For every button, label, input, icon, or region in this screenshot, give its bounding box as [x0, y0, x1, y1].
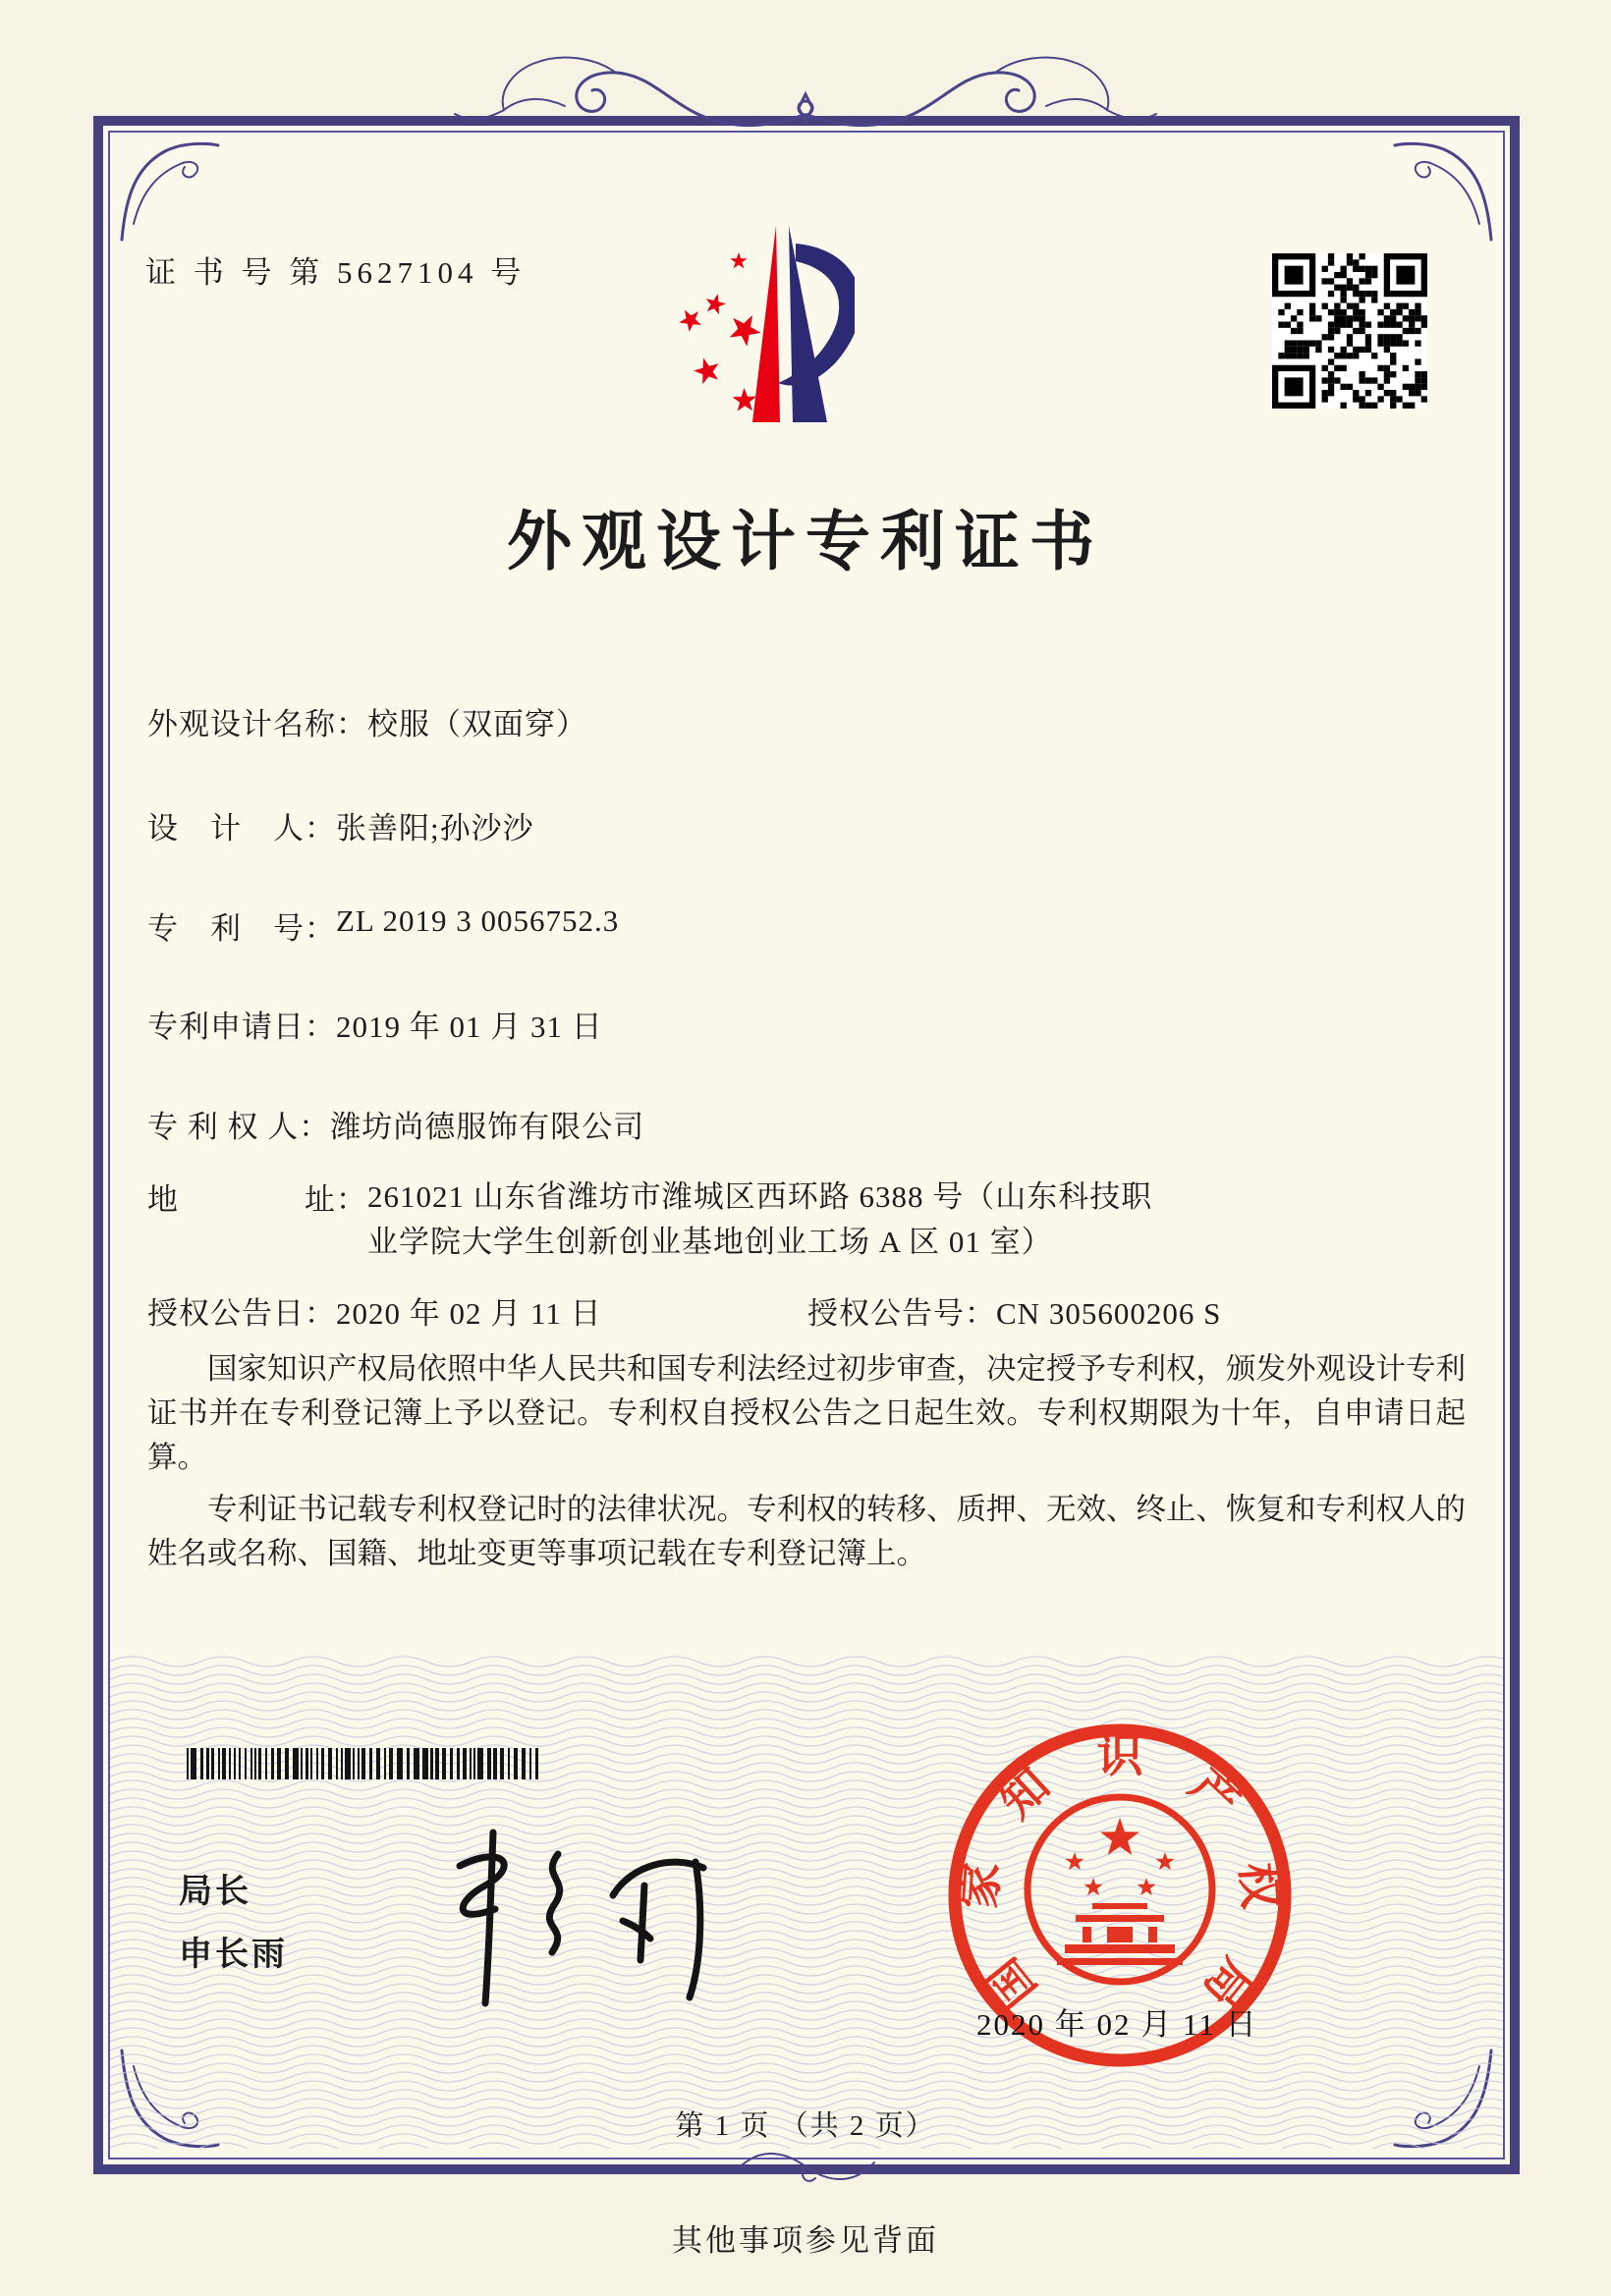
- designer-label: 设 计 人：: [147, 811, 336, 846]
- signature-handwriting: [365, 1815, 739, 2021]
- grant-date-label: 授权公告日：: [147, 1296, 336, 1331]
- address-label: 地 址：: [147, 1182, 367, 1217]
- field-row-designer: [147, 803, 534, 847]
- field-row-grant: [147, 1288, 1464, 1333]
- seal-date: 2020 年 02 月 11 日: [976, 2007, 1258, 2042]
- certificate-title: 外观设计专利证书: [507, 507, 1104, 578]
- grant-number-label: 授权公告号：: [807, 1296, 996, 1331]
- filing-date-label: 专利申请日：: [147, 1010, 336, 1044]
- patent-number-value: ZL 2019 3 0056752.3: [336, 903, 620, 938]
- address-value: 261021 山东省潍坊市潍城区西环路 6388 号（山东科技职业学院大学生创新创业基地创业工场 A 区 01 室）: [367, 1179, 1153, 1259]
- cnipa-logo-icon: [629, 214, 855, 435]
- svg-text:国: 国: [977, 1948, 1047, 2017]
- svg-text:知: 知: [990, 1759, 1060, 1829]
- back-note: 其他事项参见背面: [672, 2223, 939, 2258]
- svg-text:局: 局: [1193, 1948, 1262, 2017]
- field-row-filing-date: [147, 1002, 603, 1046]
- legal-paragraph-2: 专利证书记载专利权登记时的法律状况。专利权的转移、质押、无效、终止、恢复和专利权人的姓名或名称、国籍、地址变更等事项记载在专利登记簿上。: [147, 1493, 1466, 1570]
- barcode: [187, 1748, 546, 1779]
- svg-text:产: 产: [1180, 1759, 1250, 1829]
- design-name-label: 外观设计名称：: [147, 707, 367, 741]
- commissioner-title: 局长: [179, 1873, 251, 1910]
- svg-text:家: 家: [954, 1860, 1009, 1911]
- field-row-patent-number: [147, 903, 619, 948]
- page-indicator: 第 1 页 （共 2 页）: [675, 2110, 936, 2142]
- svg-text:识: 识: [1096, 1731, 1143, 1782]
- commissioner-name: 申长雨: [179, 1936, 288, 1973]
- legal-paragraph-1: 国家知识产权局依照中华人民共和国专利法经过初步审查，决定授予专利权，颁发外观设计专利证书并在专利登记簿上予以登记。专利权自授权公告之日起生效。专利权期限为十年，自申请日起算。: [147, 1352, 1466, 1474]
- field-row-address: [147, 1175, 1173, 1265]
- patentee-value: 潍坊尚德服饰有限公司: [330, 1110, 645, 1144]
- designer-value: 张善阳;孙沙沙: [336, 811, 534, 846]
- qr-code: [1272, 253, 1427, 409]
- design-name-value: 校服（双面穿）: [367, 707, 587, 741]
- filing-date-value: 2019 年 01 月 31 日: [336, 1010, 603, 1044]
- field-row-patentee: [147, 1102, 644, 1146]
- field-row-design-name: [147, 699, 587, 743]
- certificate-number: 证 书 号 第 5627104 号: [145, 255, 527, 290]
- patent-number-label: 专 利 号：: [147, 911, 336, 946]
- patentee-label: 专 利 权 人：: [147, 1110, 331, 1144]
- grant-date-value: 2020 年 02 月 11 日: [336, 1296, 602, 1331]
- grant-number-value: CN 305600206 S: [996, 1296, 1222, 1331]
- svg-text:权: 权: [1231, 1860, 1286, 1911]
- legal-body: [147, 1347, 1466, 1576]
